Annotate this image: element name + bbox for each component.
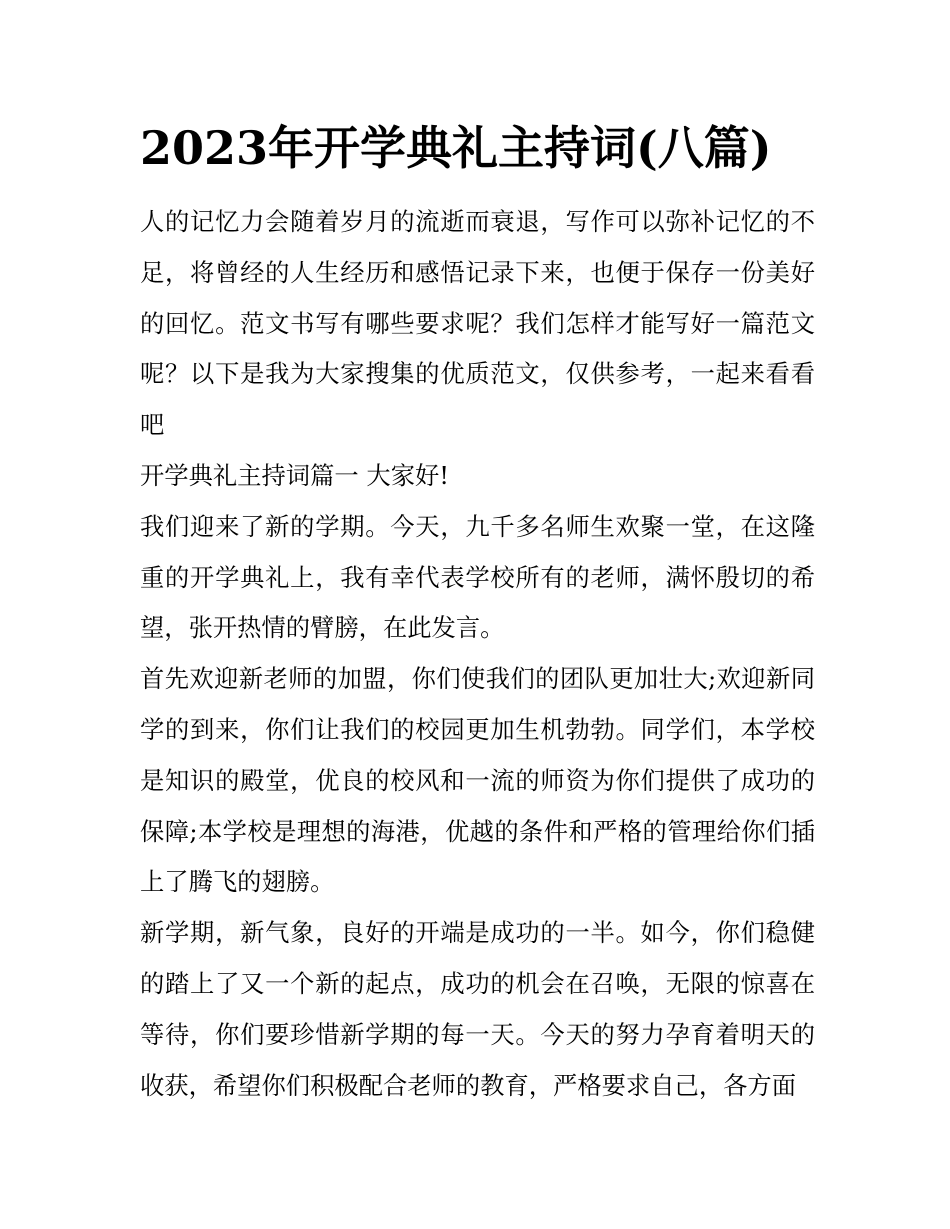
document-body [140, 197, 815, 1111]
document-title: 2023年开学典礼主持词(八篇) [140, 121, 772, 175]
paragraph-section-heading: 开学典礼主持词篇一 大家好! [140, 460, 450, 490]
paragraph-new-semester: 新学期，新气象，良好的开端是成功的一半。如今，你们稳健的踏上了又一个新的起点，成功的机会在召唤，无限的惊喜在等待，你们要珍惜新学期的每一天。今天的努力孕育着明天的收获，希望你们积极配合老师的教育，严格要求自己，各方面 [140, 918, 815, 1100]
paragraph-intro: 人的记忆力会随着岁月的流逝而衰退，写作可以弥补记忆的不足，将曾经的人生经历和感悟记录下来，也便于保存一份美好的回忆。范文书写有哪些要求呢？我们怎样才能写好一篇范文呢？以下是我为大家搜集的优质范文，仅供参考，一起来看看吧 [140, 207, 815, 440]
paragraph-greeting-new: 首先欢迎新老师的加盟，你们使我们的团队更加壮大;欢迎新同学的到来，你们让我们的校园更加生机勃勃。同学们，本学校是知识的殿堂，优良的校风和一流的师资为你们提供了成功的保障;本学校是理想的海港，优越的条件和严格的管理给你们插上了腾飞的翅膀。 [140, 664, 815, 897]
paragraph-welcome: 我们迎来了新的学期。今天，九千多名师生欢聚一堂，在这隆重的开学典礼上，我有幸代表学校所有的老师，满怀殷切的希望，张开热情的臂膀，在此发言。 [140, 511, 815, 643]
